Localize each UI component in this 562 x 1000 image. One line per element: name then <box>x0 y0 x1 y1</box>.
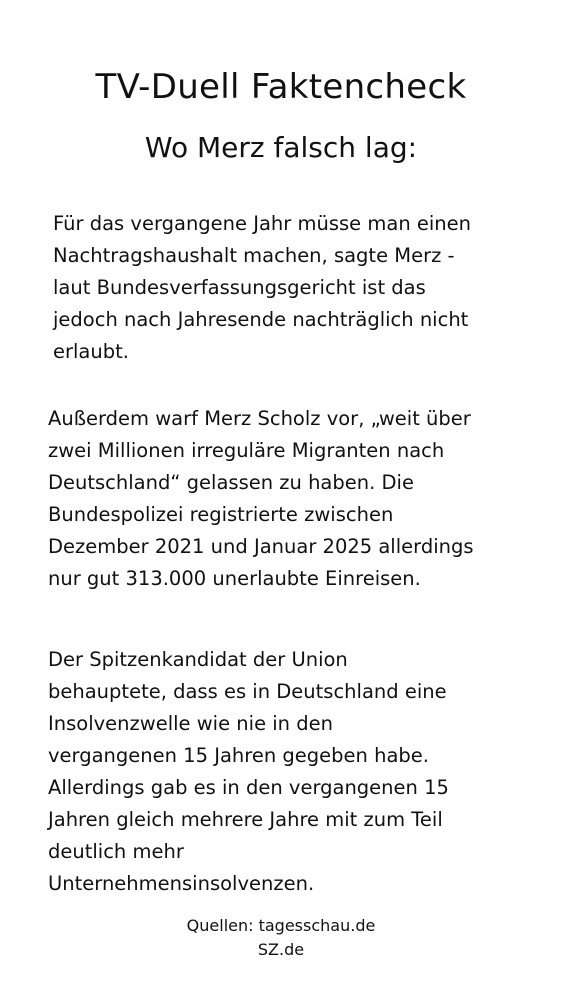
fact-check-paragraph-insolvency: Der Spitzenkandidat der Union behauptete, dass es in Deutschland eine Insolvenzwelle wie nie in den vergangenen 15 Jahren gegeben habe. Allerdings gab es in den vergangenen 15 Jahren gleich mehrere Jahre mit zum Teil deutlich mehr Unternehmensinsolvenzen. <box>48 648 449 895</box>
fact-check-paragraph-migration: Außerdem warf Merz Scholz vor, „weit über zwei Millionen irreguläre Migranten nach Deutschland“ gelassen zu haben. Die Bundespolizei registrierte zwischen Dezember 2021 und Januar 2025 allerdings nur gut 313.000 unerlaubte Einreisen. <box>48 407 474 590</box>
sources-line-1: Quellen: tagesschau.de <box>186 916 376 935</box>
page-title: TV-Duell Faktencheck <box>95 67 467 107</box>
sources-line-2: SZ.de <box>257 940 305 959</box>
fact-check-paragraph-budget: Für das vergangene Jahr müsse man einen Nachtragshaushalt machen, sagte Merz - laut Bundesverfassungsgericht ist das jedoch nach Jahresende nachträglich nicht erlaubt. <box>53 212 472 363</box>
sources-footer <box>0 914 562 962</box>
page-subtitle: Wo Merz falsch lag: <box>144 131 418 164</box>
